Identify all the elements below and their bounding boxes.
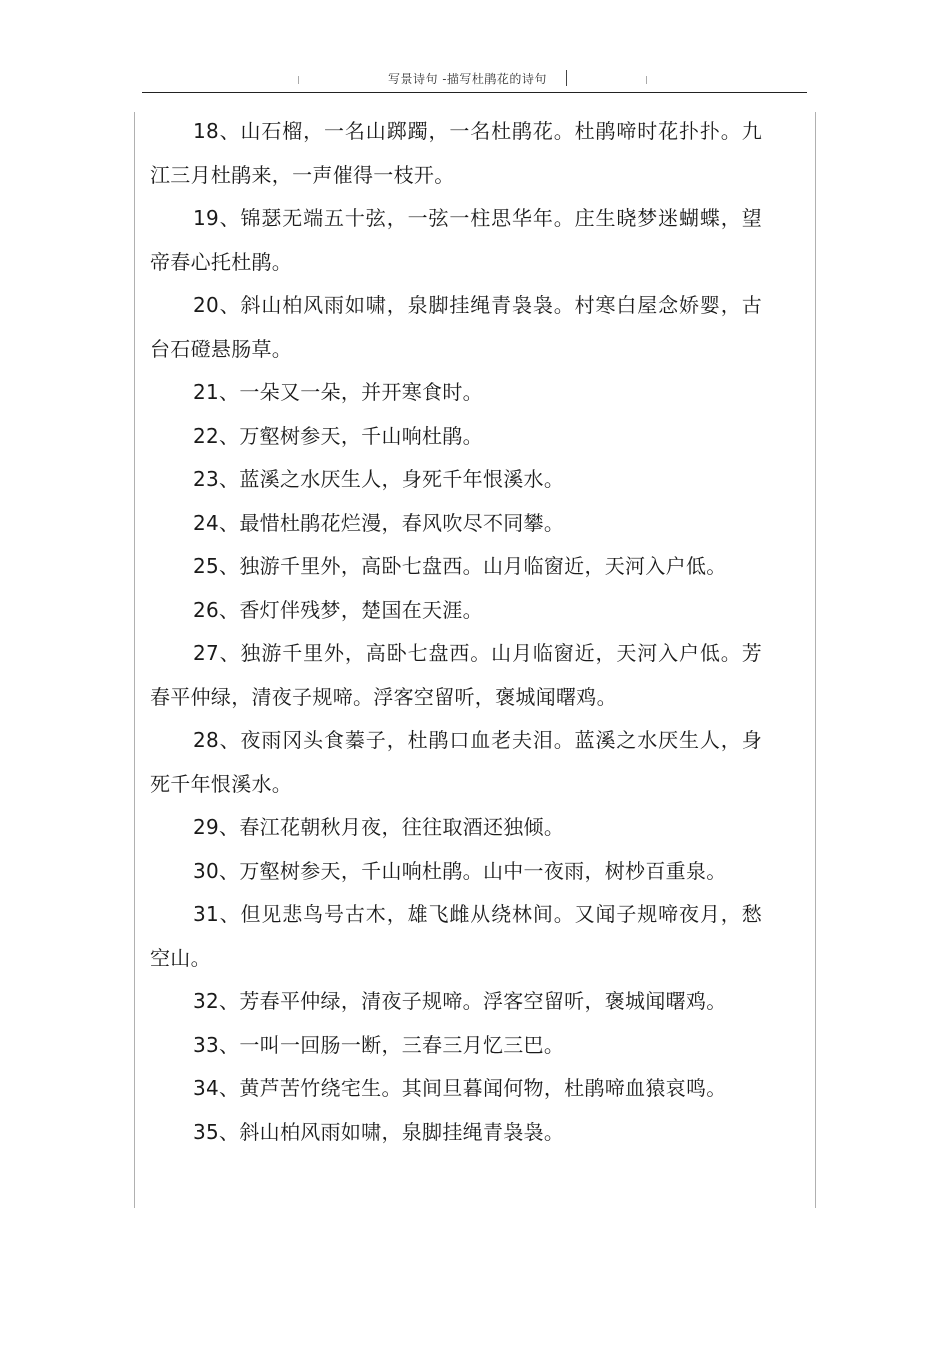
- poem-entry: 29、春江花朝秋月夜，往往取酒还独倾。: [193, 815, 565, 839]
- header-tick-mark: [646, 76, 647, 84]
- poem-entry: 21、一朵又一朵，并开寒食时。: [193, 380, 483, 404]
- poem-entry: 32、芳春平仲绿，清夜子规啼。浮客空留听，褒城闻曙鸡。: [193, 989, 727, 1013]
- poem-entry: 31、但见悲鸟号古木，雄飞雌从绕林间。又闻子规啼夜月，愁空山。: [150, 902, 762, 970]
- poem-entry: 34、黄芦苦竹绕宅生。其间旦暮闻何物，杜鹃啼血猿哀鸣。: [193, 1076, 727, 1100]
- poem-entry: 18、山石榴，一名山踯躅，一名杜鹃花。杜鹃啼时花扑扑。九江三月杜鹃来，一声催得一枝开。: [150, 119, 762, 187]
- header-tick-mark: [566, 70, 567, 86]
- right-margin-rule: [815, 112, 816, 1208]
- poem-entry: 23、蓝溪之水厌生人，身死千年恨溪水。: [193, 467, 565, 491]
- poem-entry: 25、独游千里外，高卧七盘西。山月临窗近，天河入户低。: [193, 554, 727, 578]
- poem-list: [150, 110, 762, 1154]
- poem-entry: 20、斜山柏风雨如啸，泉脚挂绳青袅袅。村寒白屋念娇婴，古台石磴悬肠草。: [150, 293, 762, 361]
- poem-entry: 35、斜山柏风雨如啸，泉脚挂绳青袅袅。: [193, 1119, 565, 1144]
- header-tick-mark: [298, 76, 299, 84]
- left-margin-rule: [134, 112, 135, 1208]
- poem-entry: 26、香灯伴残梦，楚国在天涯。: [193, 597, 483, 622]
- header-title: 写景诗句 -描写杜鹃花的诗句: [388, 72, 547, 86]
- page-header: [142, 66, 807, 93]
- poem-entry: 27、独游千里外，高卧七盘西。山月临窗近，天河入户低。芳春平仲绿，清夜子规啼。浮客空留听，褒城闻曙鸡。: [150, 641, 762, 709]
- poem-entry: 24、最惜杜鹃花烂漫，春风吹尽不同攀。: [193, 510, 565, 535]
- poem-entry: 33、一叫一回肠一断，三春三月忆三巴。: [193, 1032, 565, 1057]
- poem-entry: 28、夜雨冈头食蓁子，杜鹃口血老夫泪。蓝溪之水厌生人，身死千年恨溪水。: [150, 728, 762, 796]
- poem-entry: 19、锦瑟无端五十弦，一弦一柱思华年。庄生晓梦迷蝴蝶，望帝春心托杜鹃。: [150, 206, 762, 274]
- poem-entry: 30、万壑树参天，千山响杜鹃。山中一夜雨，树杪百重泉。: [193, 858, 727, 883]
- poem-entry: 22、万壑树参天，千山响杜鹃。: [193, 423, 483, 448]
